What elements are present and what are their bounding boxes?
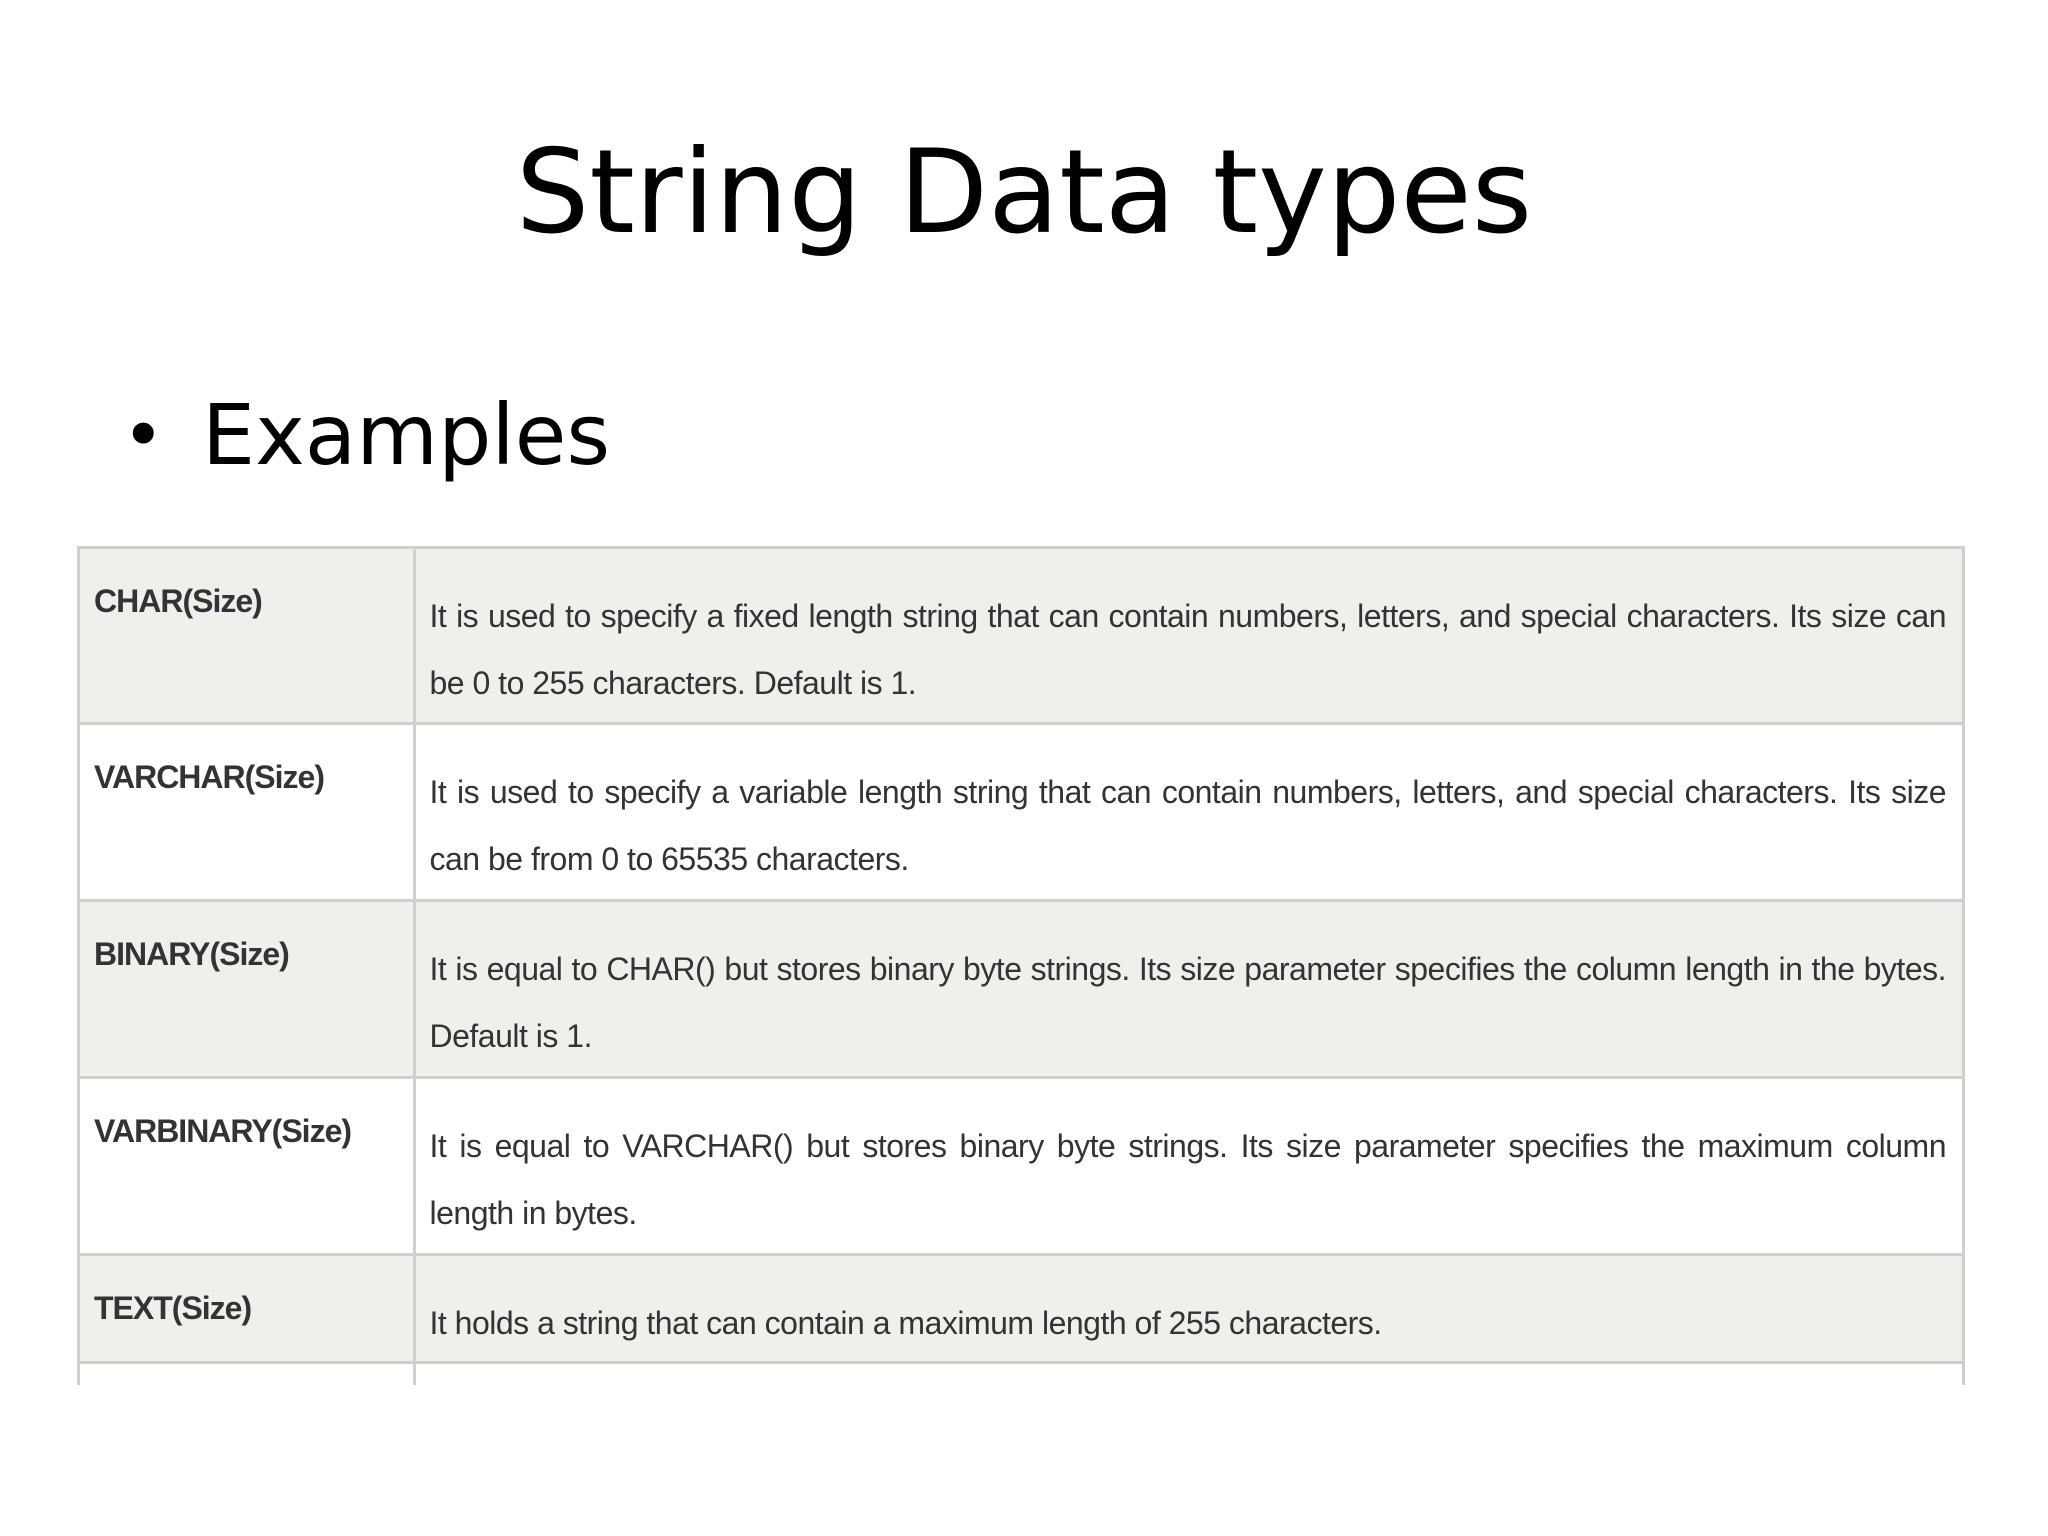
table-row [80,1254,1962,1362]
bullet-text: Examples [202,386,611,484]
table-row [80,1077,1962,1254]
description-cell-empty [414,1362,1962,1385]
type-cell: BINARY(Size) [80,900,414,1077]
table-row-partial [80,1362,1962,1385]
bullet-icon: • [122,393,165,477]
description-cell: It is equal to CHAR() but stores binary byte strings. Its size parameter specifies the column length in the bytes. Default is 1. [414,900,1962,1077]
type-cell: CHAR(Size) [80,549,414,723]
table-row [80,723,1962,900]
type-cell-empty [80,1362,414,1385]
description-cell: It holds a string that can contain a maximum length of 255 characters. [414,1254,1962,1362]
data-types-table [77,546,1965,1385]
description-cell: It is used to specify a variable length string that can contain numbers, letters, and special characters. Its size can be from 0 to 65535 characters. [414,723,1962,900]
slide-title: String Data types [515,125,1533,260]
type-cell: VARBINARY(Size) [80,1077,414,1254]
type-cell: TEXT(Size) [80,1254,414,1362]
bullet-item [122,380,610,490]
description-cell: It is used to specify a fixed length string that can contain numbers, letters, and special characters. Its size can be 0 to 255 characters. Default is 1. [414,549,1962,723]
description-cell: It is equal to VARCHAR() but stores binary byte strings. Its size parameter specifies the maximum column length in bytes. [414,1077,1962,1254]
table-row [80,900,1962,1077]
type-cell: VARCHAR(Size) [80,723,414,900]
table-row [80,549,1962,723]
